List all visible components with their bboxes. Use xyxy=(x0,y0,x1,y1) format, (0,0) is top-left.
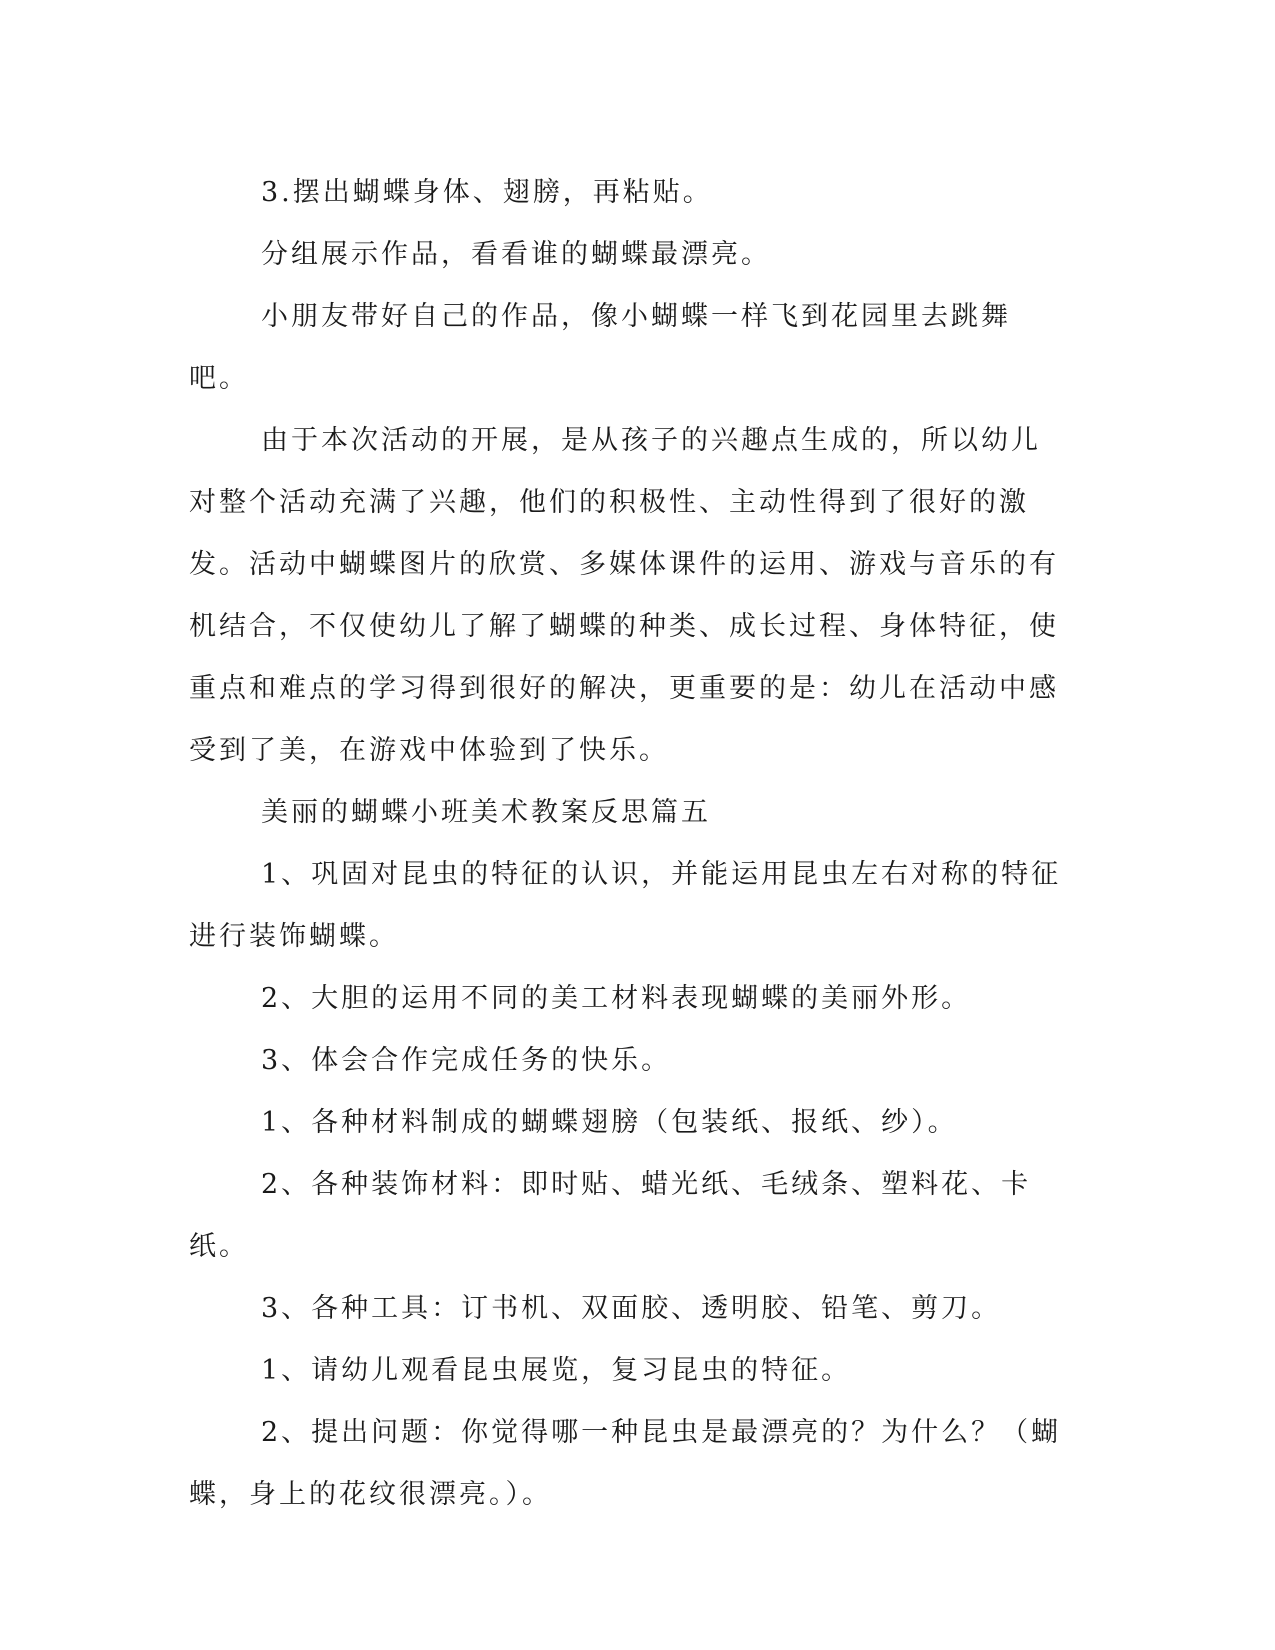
paragraph-group-display: 分组展示作品，看看谁的蝴蝶最漂亮。 xyxy=(261,239,771,270)
paragraph-reflection: 由于本次活动的开展，是从孩子的兴趣点生成的，所以幼儿对整个活动充满了兴趣，他们的积极性、主动性得到了很好的激发。活动中蝴蝶图片的欣赏、多媒体课件的运用、游戏与音乐的有机结合，不仅使幼儿了解了蝴蝶的种类、成长过程、身体特征，使重点和难点的学习得到很好的解决，更重要的是：幼儿在活动中感受到了美，在游戏中体验到了快乐。 xyxy=(189,425,1059,766)
document-body xyxy=(189,162,1069,1526)
goal-item-3: 3、体会合作完成任务的快乐。 xyxy=(261,1045,672,1076)
paragraph-fly-to-garden: 小朋友带好自己的作品，像小蝴蝶一样飞到花园里去跳舞吧。 xyxy=(189,301,1011,394)
goal-item-2: 2、大胆的运用不同的美工材料表现蝴蝶的美丽外形。 xyxy=(261,983,972,1014)
process-item-1: 1、请幼儿观看昆虫展览，复习昆虫的特征。 xyxy=(261,1355,852,1386)
process-item-2: 2、提出问题：你觉得哪一种昆虫是最漂亮的？为什么？（蝴蝶，身上的花纹很漂亮。）。 xyxy=(189,1417,1062,1510)
material-item-3: 3、各种工具：订书机、双面胶、透明胶、铅笔、剪刀。 xyxy=(261,1293,1002,1324)
material-item-2: 2、各种装饰材料：即时贴、蜡光纸、毛绒条、塑料花、卡纸。 xyxy=(189,1169,1032,1262)
goal-item-1: 1、巩固对昆虫的特征的认识，并能运用昆虫左右对称的特征进行装饰蝴蝶。 xyxy=(189,859,1062,952)
material-item-1: 1、各种材料制成的蝴蝶翅膀（包装纸、报纸、纱）。 xyxy=(261,1107,958,1138)
paragraph-step-3: 3.摆出蝴蝶身体、翅膀，再粘贴。 xyxy=(261,177,713,208)
section-heading: 美丽的蝴蝶小班美术教案反思篇五 xyxy=(261,797,711,828)
